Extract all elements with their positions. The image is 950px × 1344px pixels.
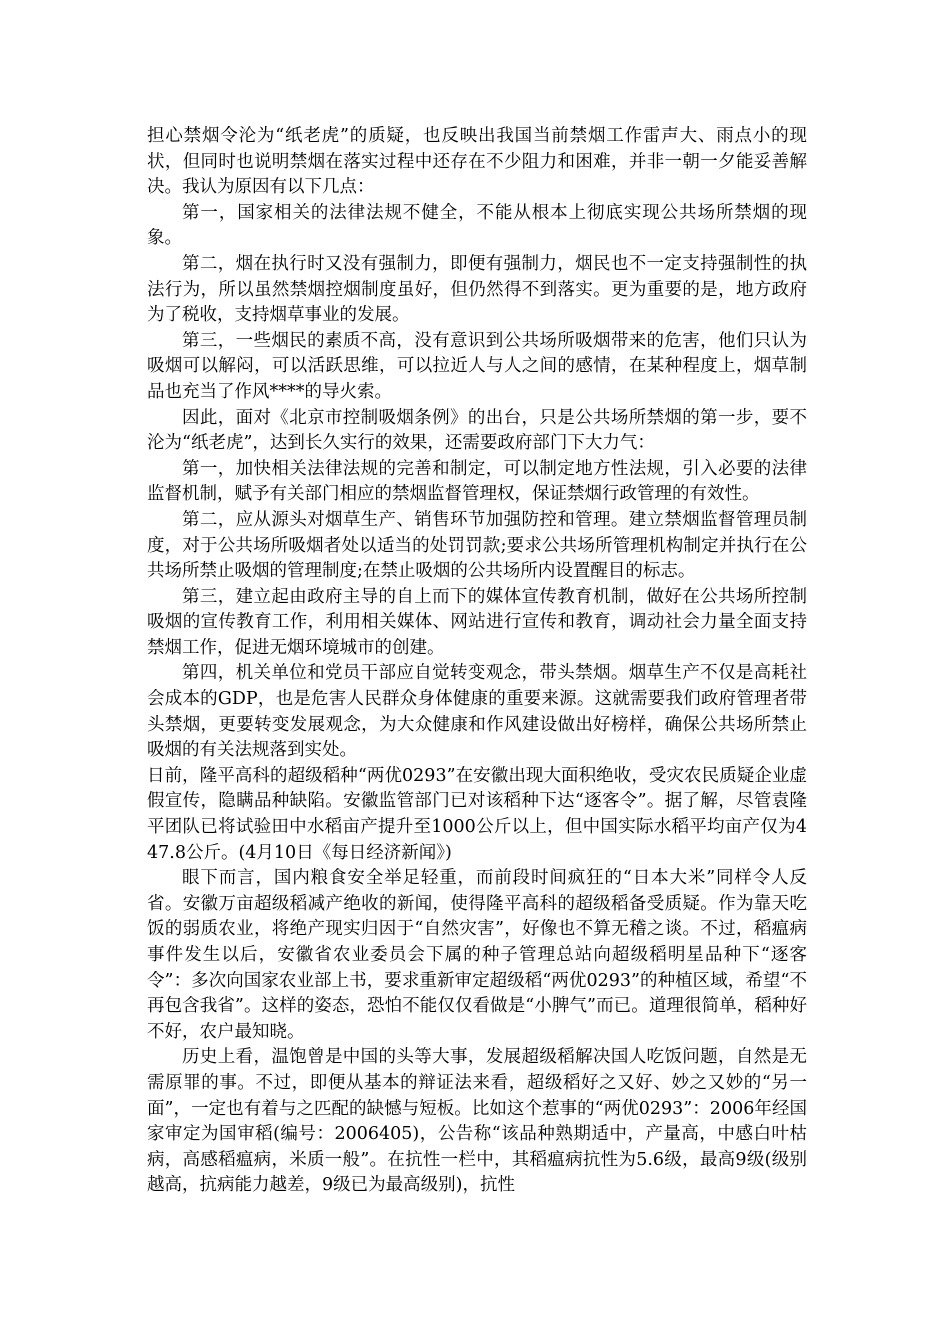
- paragraph-10: 日前，隆平高科的超级稻种“两优0293”在安徽出现大面积绝收，受灾农民质疑企业虚假宣传，隐瞒品种缺陷。安徽监管部门已对该稻种下达“逐客令”。据了解，尽管袁隆平团队已将试验田中水稻亩产提升至1000公斤以上，但中国实际水稻平均亩产仅为447.8公斤。(4月10日《每日经济新闻》): [147, 765, 807, 863]
- paragraph-7: 第二，应从源头对烟草生产、销售环节加强防控和管理。建立禁烟监督管理员制度，对于公共场所吸烟者处以适当的处罚罚款;要求公共场所管理机构制定并执行在公共场所禁止吸烟的管理制度;在禁止吸烟的公共场所内设置醒目的标志。: [147, 509, 807, 582]
- paragraph-12: 历史上看，温饱曾是中国的头等大事，发展超级稻解决国人吃饭问题，自然是无需原罪的事。不过，即便从基本的辩证法来看，超级稻好之又好、妙之又妙的“另一面”，一定也有着与之匹配的缺憾与短板。比如这个惹事的“两优0293”：2006年经国家审定为国审稻(编号：2006405)，公告称“该品种熟期适中，产量高，中感白叶枯病，高感稻瘟病，米质一般”。在抗性一栏中，其稻瘟病抗性为5.6级，最高9级(级别越高，抗病能力越差，9级已为最高级别)，抗性: [147, 1047, 807, 1196]
- paragraph-11: 眼下而言，国内粮食安全举足轻重，而前段时间疯狂的“日本大米”同样令人反省。安徽万亩超级稻减产绝收的新闻，使得隆平高科的超级稻备受质疑。作为靠天吃饭的弱质农业，将绝产现实归因于“自然灾害”，好像也不算无稽之谈。不过，稻瘟病事件发生以后，安徽省农业委员会下属的种子管理总站向超级稻明星品种下“逐客令”：多次向国家农业部上书，要求重新审定超级稻“两优0293”的种植区域，希望“不再包含我省”。这样的姿态，恐怕不能仅仅看做是“小脾气”而已。道理很简单，稻种好不好，农户最知晓。: [147, 868, 807, 1042]
- paragraph-9: 第四，机关单位和党员干部应自觉转变观念，带头禁烟。烟草生产不仅是高耗社会成本的GDP，也是危害人民群众身体健康的重要来源。这就需要我们政府管理者带头禁烟，更要转变发展观念，为大众健康和作风建设做出好榜样，确保公共场所禁止吸烟的有关法规落到实处。: [147, 663, 807, 761]
- paragraph-5: 因此，面对《北京市控制吸烟条例》的出台，只是公共场所禁烟的第一步，要不沦为“纸老虎”，达到长久实行的效果，还需要政府部门下大力气：: [147, 407, 807, 454]
- paragraph-8: 第三，建立起由政府主导的自上而下的媒体宣传教育机制，做好在公共场所控制吸烟的宣传教育工作，利用相关媒体、网站进行宣传和教育，调动社会力量全面支持禁烟工作，促进无烟环境城市的创建。: [147, 586, 807, 658]
- paragraph-3: 第二，烟在执行时又没有强制力，即便有强制力，烟民也不一定支持强制性的执法行为，所以虽然禁烟控烟制度虽好，但仍然得不到落实。更为重要的是，地方政府为了税收，支持烟草事业的发展。: [147, 253, 807, 326]
- document-body: [147, 124, 807, 1199]
- paragraph-1: 担心禁烟令沦为“纸老虎”的质疑，也反映出我国当前禁烟工作雷声大、雨点小的现状，但同时也说明禁烟在落实过程中还存在不少阻力和困难，并非一朝一夕能妥善解决。我认为原因有以下几点：: [147, 126, 807, 198]
- paragraph-6: 第一，加快相关法律法规的完善和制定，可以制定地方性法规，引入必要的法律监督机制，赋予有关部门相应的禁烟监督管理权，保证禁烟行政管理的有效性。: [147, 458, 807, 505]
- paragraph-2: 第一，国家相关的法律法规不健全，不能从根本上彻底实现公共场所禁烟的现象。: [147, 202, 807, 249]
- paragraph-4: 第三，一些烟民的素质不高，没有意识到公共场所吸烟带来的危害，他们只认为吸烟可以解闷，可以活跃思维，可以拉近人与人之间的感情，在某种程度上，烟草制品也充当了作风****的导火索。: [147, 330, 807, 402]
